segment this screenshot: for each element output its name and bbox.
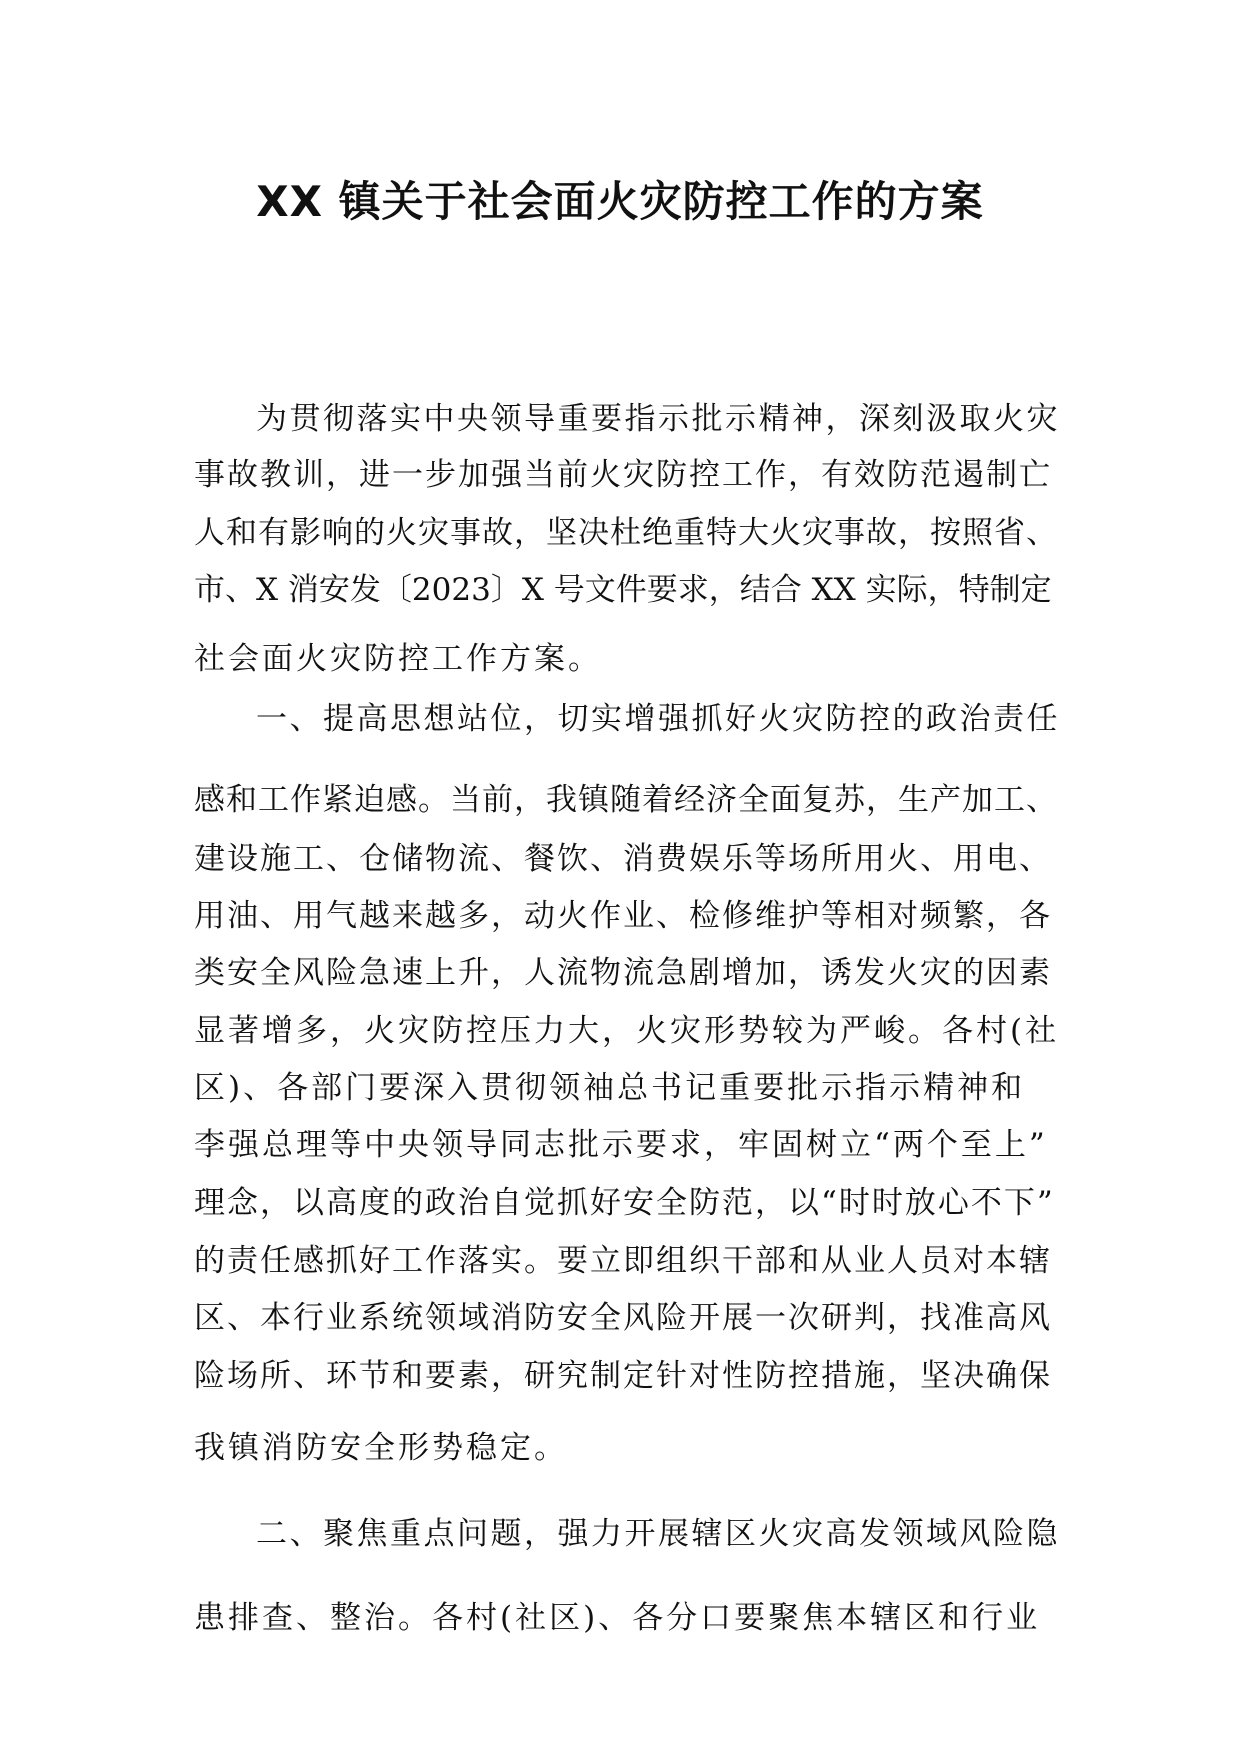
paragraph-line: 李强总理等中央领导同志批示要求，牢固树立“两个至上” xyxy=(194,1127,1048,1163)
paragraph-line: 险场所、环节和要素，研究制定针对性防控措施，坚决确保 xyxy=(194,1358,1052,1394)
paragraph-line: 二、聚焦重点问题，强力开展辖区火灾高发领域风险隐 xyxy=(256,1516,1060,1552)
paragraph-line: 区、本行业系统领域消防安全风险开展一次研判，找准高风 xyxy=(194,1300,1052,1336)
paragraph-line: 的责任感抓好工作落实。要立即组织干部和从业人员对本辖 xyxy=(194,1243,1052,1279)
paragraph-line: 事故教训，进一步加强当前火灾防控工作，有效防范遏制亡 xyxy=(194,457,1052,493)
paragraph-line: 为贯彻落实中央领导重要指示批示精神，深刻汲取火灾 xyxy=(256,401,1060,437)
paragraph-line: 患排查、整治。各村(社区)、各分口要聚焦本辖区和行业 xyxy=(194,1600,1041,1636)
paragraph-line: 社会面火灾防控工作方案。 xyxy=(194,641,602,677)
paragraph-line: 感和工作紧迫感。当前，我镇随着经济全面复苏，生产加工、 xyxy=(194,782,1058,818)
paragraph-line: 显著增多，火灾防控压力大，火灾形势较为严峻。各村(社 xyxy=(194,1013,1060,1049)
paragraph-line: 人和有影响的火灾事故，坚决杜绝重特大火灾事故，按照省、 xyxy=(194,515,1058,551)
paragraph-line: 理念，以高度的政治自觉抓好安全防范，以“时时放心不下” xyxy=(194,1185,1055,1221)
paragraph-line: 市、X 消安发〔2023〕X 号文件要求，结合 XX 实际，特制定 xyxy=(194,572,1052,608)
paragraph-line: 我镇消防安全形势稳定。 xyxy=(194,1430,568,1466)
paragraph-line: 区)、各部门要深入贯彻领袖总书记重要批示指示精神和 xyxy=(194,1070,1026,1106)
paragraph-line: 用油、用气越来越多，动火作业、检修维护等相对频繁，各 xyxy=(194,898,1052,934)
paragraph-line: 建设施工、仓储物流、餐饮、消费娱乐等场所用火、用电、 xyxy=(194,841,1052,877)
document-title: XX 镇关于社会面火灾防控工作的方案 xyxy=(256,177,984,226)
paragraph-line: 类安全风险急速上升，人流物流急剧增加，诱发火灾的因素 xyxy=(194,955,1052,991)
paragraph-line: 一、提高思想站位，切实增强抓好火灾防控的政治责任 xyxy=(256,701,1060,737)
